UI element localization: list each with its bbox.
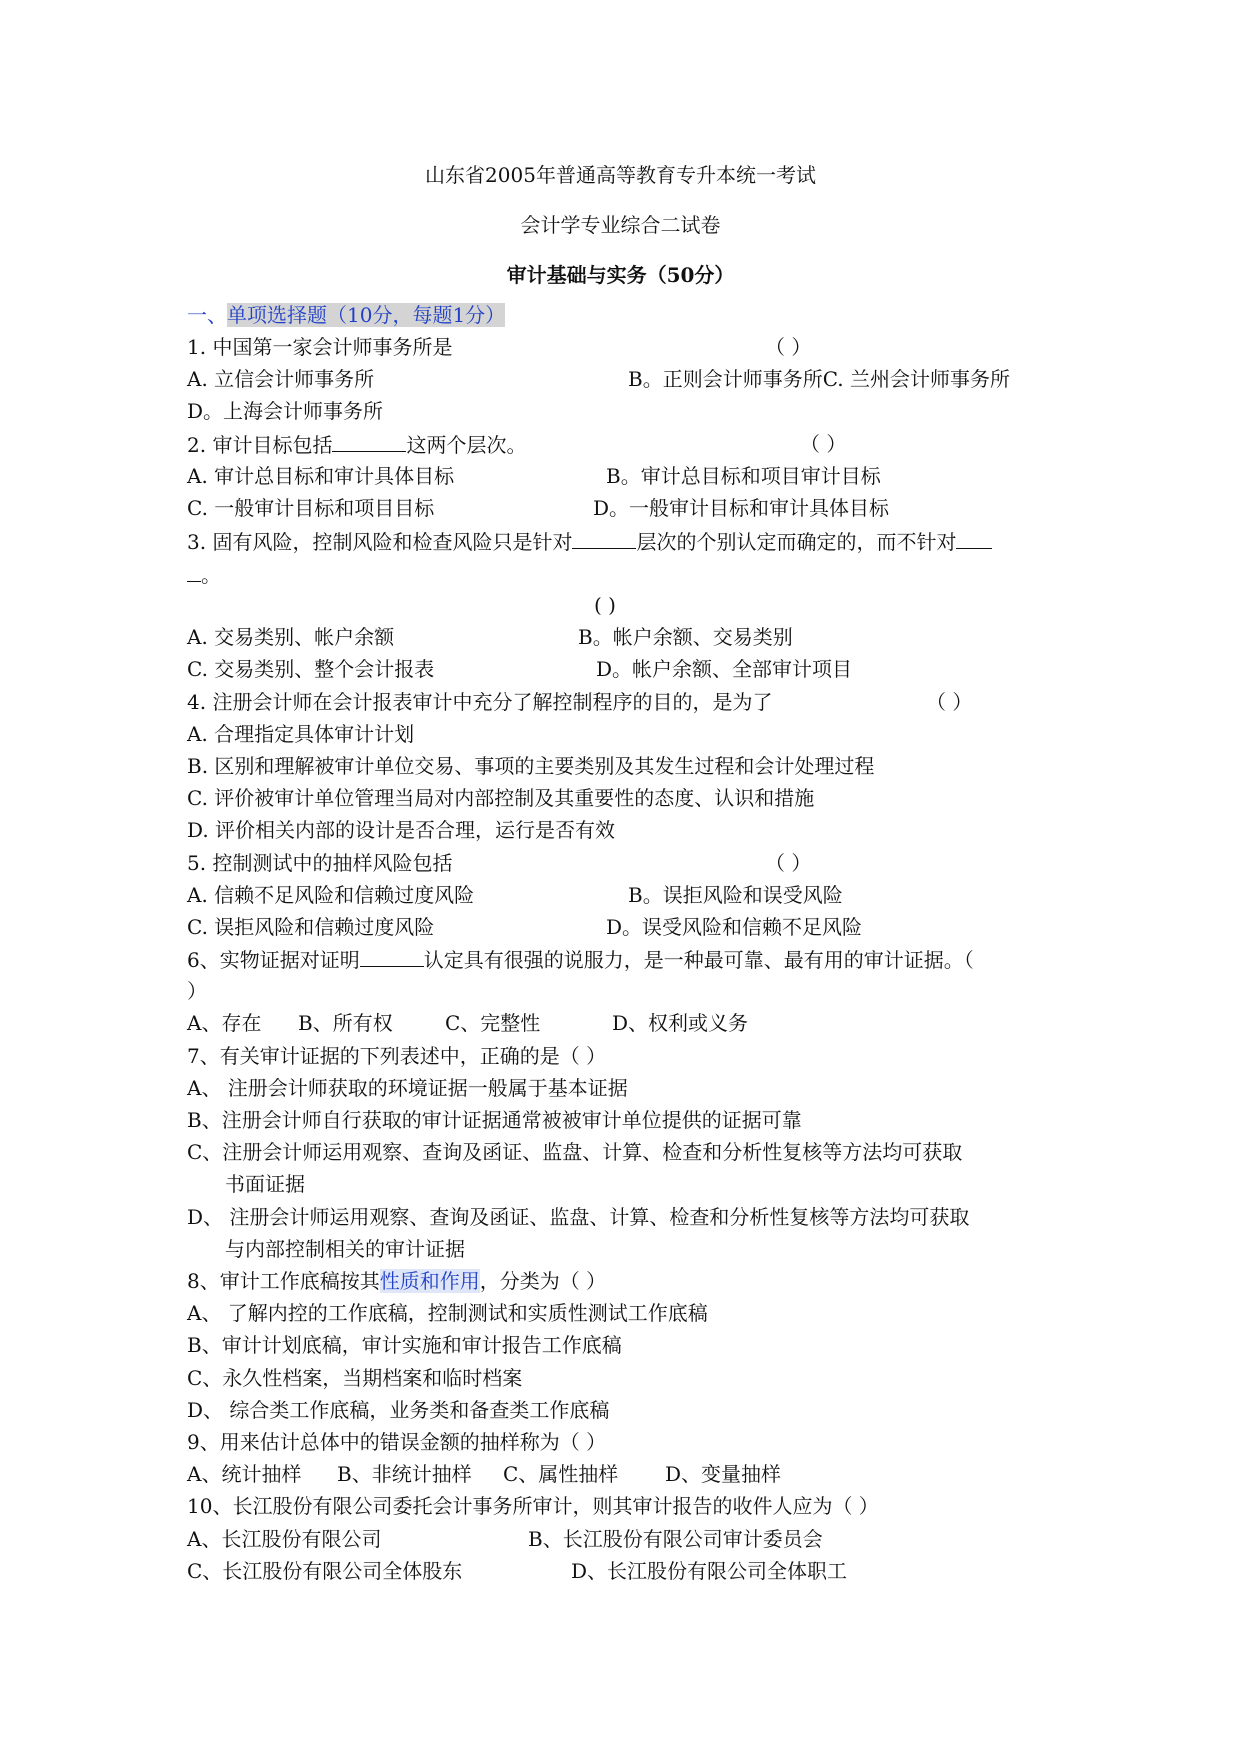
q3-stem-pre: 3. 固有风险，控制风险和检查风险只是针对 — [187, 530, 573, 554]
q4-option-b: B. 区别和理解被审计单位交易、事项的主要类别及其发生过程和会计处理过程 — [187, 754, 875, 778]
q8-option-b: B、审计计划底稿，审计实施和审计报告工作底稿 — [187, 1333, 622, 1357]
exam-subtitle: 会计学专业综合二试卷 — [520, 213, 721, 237]
q5-option-b: B。误拒风险和误受风险 — [628, 883, 843, 907]
q1-option-a: A. 立信会计师事务所 — [187, 367, 375, 391]
q3-option-b: B。帐户余额、交易类别 — [578, 625, 793, 649]
q2-blank — [332, 431, 406, 452]
exam-title: 山东省2005年普通高等教育专升本统一考试 — [425, 163, 816, 187]
part-heading — [187, 302, 505, 328]
q2-stem-post: 这两个层次。 — [406, 433, 527, 457]
q3-stem — [187, 528, 992, 555]
section-heading: 审计基础与实务（50分） — [506, 263, 735, 287]
q5-option-a: A. 信赖不足风险和信赖过度风险 — [187, 883, 475, 907]
q9-stem: 9、用来估计总体中的错误金额的抽样称为（ ） — [187, 1430, 607, 1454]
q5-stem: 5. 控制测试中的抽样风险包括 — [187, 851, 453, 875]
q6-option-d: D、权利或义务 — [612, 1011, 749, 1035]
q8-stem-post: ，分类为（ ） — [479, 1269, 607, 1293]
q1-option-d: D。上海会计师事务所 — [187, 399, 384, 423]
part-label: 单项选择题（10分，每题1分） — [227, 303, 506, 327]
q8-stem-highlight: 性质和作用 — [379, 1269, 480, 1293]
q8-stem-pre: 8、审计工作底稿按其 — [187, 1269, 380, 1293]
q6-option-b: B、所有权 — [298, 1011, 393, 1035]
q7-option-c-continued: 书面证据 — [225, 1172, 305, 1196]
q7-option-d-continued: 与内部控制相关的审计证据 — [225, 1237, 465, 1261]
q8-option-d: D、 综合类工作底稿，业务类和备查类工作底稿 — [187, 1398, 610, 1422]
q5-answer-paren: （ ） — [765, 851, 812, 875]
q10-option-b: B、长江股份有限公司审计委员会 — [528, 1527, 823, 1551]
q3-blank-1 — [572, 528, 636, 549]
q5-option-c: C. 误拒风险和信赖过度风险 — [187, 915, 435, 939]
q9-option-b: B、非统计抽样 — [337, 1462, 472, 1486]
q1-option-bc: B。正则会计师事务所C. 兰州会计师事务所 — [628, 367, 1011, 391]
q7-stem: 7、有关审计证据的下列表述中，正确的是（ ） — [187, 1044, 607, 1068]
q8-stem — [187, 1268, 606, 1294]
q3-option-a: A. 交易类别、帐户余额 — [187, 625, 395, 649]
q4-option-a: A. 合理指定具体审计计划 — [187, 722, 415, 746]
q10-option-c: C、长江股份有限公司全体股东 — [187, 1559, 463, 1583]
part-number: 一、 — [187, 303, 227, 327]
q1-answer-paren: （ ） — [765, 335, 812, 359]
q6-blank — [360, 946, 424, 967]
q2-stem-pre: 2. 审计目标包括 — [187, 433, 333, 457]
q3-answer-paren: ( ) — [594, 593, 616, 617]
q1-stem: 1. 中国第一家会计师事务所是 — [187, 335, 453, 359]
q6-stem-pre: 6、实物证据对证明 — [187, 948, 360, 972]
q3-blank-2b — [187, 561, 201, 582]
q3-option-d: D。帐户余额、全部审计项目 — [596, 657, 853, 681]
q9-option-d: D、变量抽样 — [665, 1462, 782, 1486]
q6-option-a: A、存在 — [187, 1011, 262, 1035]
q10-option-a: A、长江股份有限公司 — [187, 1527, 382, 1551]
q6-stem-post: 认定具有很强的说服力，是一种最可靠、最有用的审计证据。（ — [423, 948, 974, 972]
q7-option-a: A、 注册会计师获取的环境证据一般属于基本证据 — [187, 1076, 628, 1100]
q2-option-b: B。审计总目标和项目审计目标 — [606, 464, 881, 488]
q6-stem-end: ） — [187, 979, 207, 1003]
q3-option-c: C. 交易类别、整个会计报表 — [187, 657, 435, 681]
q8-option-c: C、永久性档案，当期档案和临时档案 — [187, 1366, 523, 1390]
q4-stem: 4. 注册会计师在会计报表审计中充分了解控制程序的目的，是为了 — [187, 690, 773, 714]
q3-stem-continued — [187, 561, 221, 588]
q2-option-a: A. 审计总目标和审计具体目标 — [187, 464, 455, 488]
q3-stem-mid: 层次的个别认定而确定的，而不针对 — [636, 530, 957, 554]
q10-option-d: D、长江股份有限公司全体职工 — [571, 1559, 848, 1583]
q5-option-d: D。误受风险和信赖不足风险 — [606, 915, 863, 939]
q4-option-c: C. 评价被审计单位管理当局对内部控制及其重要性的态度、认识和措施 — [187, 786, 815, 810]
q7-option-c: C、注册会计师运用观察、查询及函证、监盘、计算、检查和分析性复核等方法均可获取 — [187, 1140, 963, 1164]
q10-stem: 10、长江股份有限公司委托会计事务所审计，则其审计报告的收件人应为（ ） — [187, 1494, 879, 1518]
q9-option-c: C、属性抽样 — [503, 1462, 619, 1486]
q8-option-a: A、 了解内控的工作底稿，控制测试和实质性测试工作底稿 — [187, 1301, 708, 1325]
q2-option-d: D。一般审计目标和审计具体目标 — [593, 496, 890, 520]
q6-option-c: C、完整性 — [445, 1011, 541, 1035]
q2-answer-paren: （ ） — [800, 432, 847, 456]
q2-stem — [187, 431, 526, 458]
q2-option-c: C. 一般审计目标和项目目标 — [187, 496, 435, 520]
q9-option-a: A、统计抽样 — [187, 1462, 302, 1486]
q4-option-d: D. 评价相关内部的设计是否合理，运行是否有效 — [187, 818, 616, 842]
q6-stem — [187, 946, 974, 973]
q7-option-b: B、注册会计师自行获取的审计证据通常被被审计单位提供的证据可靠 — [187, 1108, 802, 1132]
q3-blank-2a — [956, 528, 992, 549]
q4-answer-paren: （ ） — [926, 690, 973, 714]
q3-stem-end: 。 — [201, 563, 221, 587]
q7-option-d: D、 注册会计师运用观察、查询及函证、监盘、计算、检查和分析性复核等方法均可获取 — [187, 1205, 970, 1229]
